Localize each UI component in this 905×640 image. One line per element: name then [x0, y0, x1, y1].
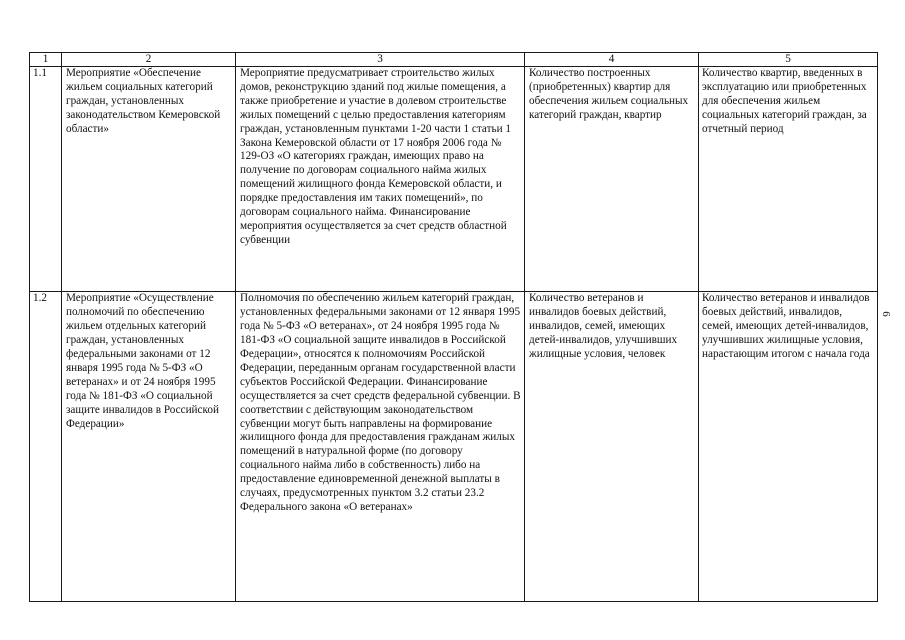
table-row [30, 292, 878, 602]
column-header-4: 4 [525, 53, 699, 67]
row-number: 1.1 [30, 67, 62, 292]
calculation-method-cell: Количество ветеранов и инвалидов боевых действий, инвалидов, семей, имеющих детей-инвалидов, улучшивших жилищные условия, нарастающим итогом с начала года [699, 292, 878, 602]
column-header-5: 5 [699, 53, 878, 67]
page-number: 6 [879, 311, 892, 317]
column-header-1: 1 [30, 53, 62, 67]
indicators-table [29, 52, 878, 602]
header-row [30, 53, 878, 67]
event-name-cell: Мероприятие «Обеспечение жильем социальных категорий граждан, установленных законодательством Кемеровской области» [62, 67, 236, 292]
indicator-name-cell: Количество ветеранов и инвалидов боевых действий, инвалидов, семей, имеющих детей-инвалидов, улучшивших жилищные условия, человек [525, 292, 699, 602]
column-header-3: 3 [236, 53, 525, 67]
event-name-cell: Мероприятие «Осуществление полномочий по обеспечению жильем отдельных категорий граждан, установленных федеральными законами от 12 января 1995 года № 5-ФЗ «О ветеранах» и от 24 ноября 1995 года № 181-ФЗ «О социальной защите инвалидов в Российской Федерации» [62, 292, 236, 602]
event-description-cell: Полномочия по обеспечению жильем категорий граждан, установленных федеральными законами от 12 января 1995 года № 5-ФЗ «О ветеранах», от 24 ноября 1995 года № 181-ФЗ «О социальной защите инвалидов в Российской Федерации», относятся к полномочиям Российской Федерации, переданным органам государственной власти субъектов Российской Федерации. Финансирование осуществляется за счет средств федеральной субвенции. В соответствии с действующим законодательством субвенции могут быть направлены на формирование жилищного фонда для предоставления гражданам жилых помещений в натуральной форме (по договору социального найма либо в собственность) либо на предоставление единовременной денежной выплаты в случаях, предусмотренных пунктом 3.2 статьи 23.2 Федерального закона «О ветеранах» [236, 292, 525, 602]
column-header-2: 2 [62, 53, 236, 67]
row-number: 1.2 [30, 292, 62, 602]
indicator-name-cell: Количество построенных (приобретенных) квартир для обеспечения жильем социальных категорий граждан, квартир [525, 67, 699, 292]
calculation-method-cell: Количество квартир, введенных в эксплуатацию или приобретенных для обеспечения жильем социальных категорий граждан, за отчетный период [699, 67, 878, 292]
table-row [30, 67, 878, 292]
event-description-cell: Мероприятие предусматривает строительство жилых домов, реконструкцию зданий под жилые помещения, а также приобретение и участие в долевом строительстве жилых помещений с целью предоставления категориям граждан, установленным пунктами 1-20 части 1 статьи 1 Закона Кемеровской области от 17 ноября 2006 года № 129-ОЗ «О категориях граждан, имеющих право на получение по договорам социального найма жилых помещений жилищного фонда Кемеровской области, и порядке предоставления им таких помещений», по договорам социального найма. Финансирование мероприятия осуществляется за счет средств областной субвенции [236, 67, 525, 292]
